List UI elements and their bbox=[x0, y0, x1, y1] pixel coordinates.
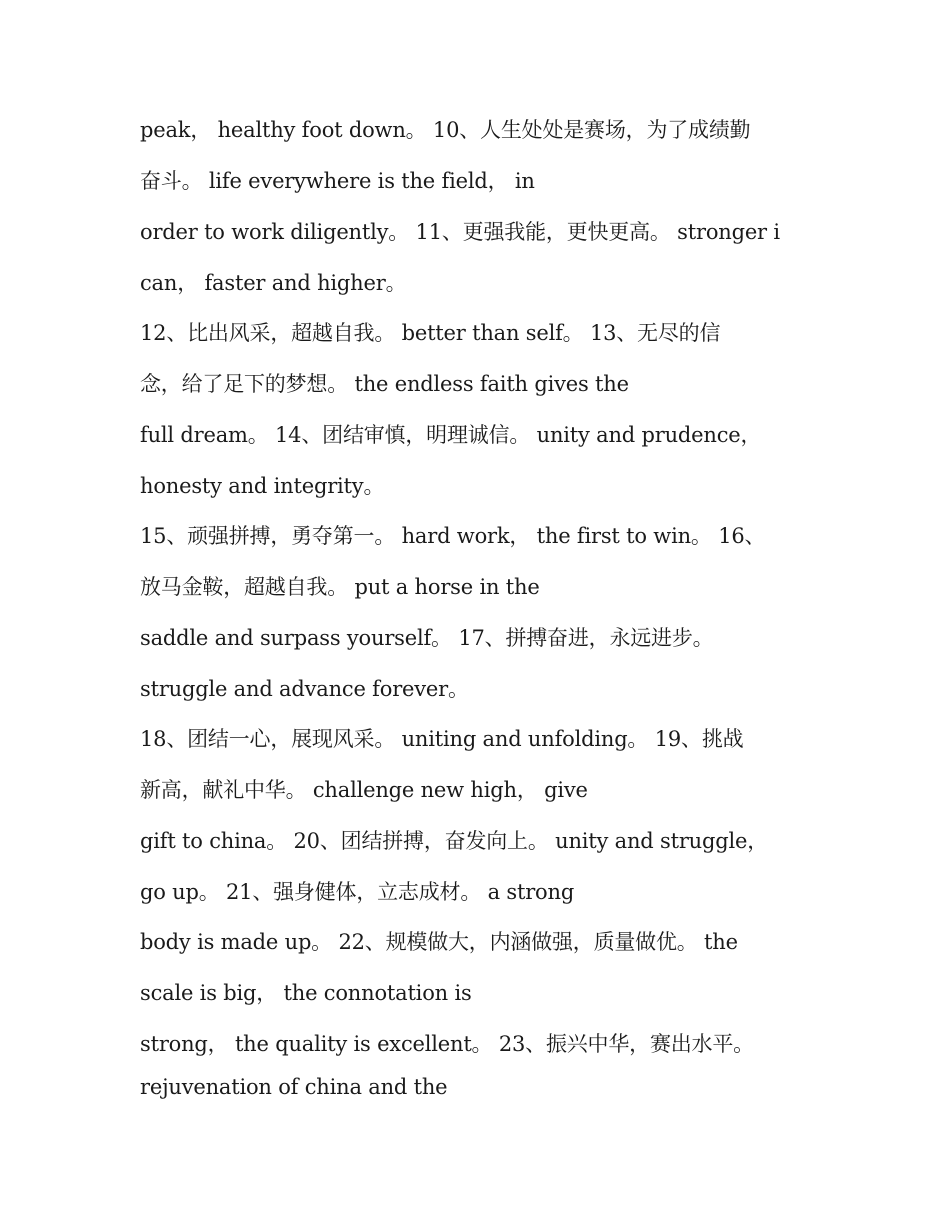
text-line: saddle and surpass yourself。 17、拼搏奋进，永远进步。 bbox=[140, 626, 714, 650]
text-line: 奋斗。 life everywhere is the field， in bbox=[140, 169, 535, 193]
text-line: 念，给了足下的梦想。 the endless faith gives the bbox=[140, 372, 629, 396]
text-line: gift to china。 20、团结拼搏，奋发向上。 unity and struggle， bbox=[140, 829, 769, 853]
text-line: full dream。 14、团结审慎，明理诚信。 unity and prudence， bbox=[140, 423, 762, 447]
text-line: body is made up。 22、规模做大，内涵做强，质量做优。 the bbox=[140, 930, 738, 954]
text-line: order to work diligently。 11、更强我能，更快更高。 stronger i bbox=[140, 220, 780, 244]
text-line: 15、顽强拼搏，勇夺第一。 hard work， the first to win。 16、 bbox=[140, 524, 766, 548]
text-line: 放马金鞍，超越自我。 put a horse in the bbox=[140, 575, 540, 599]
text-line: struggle and advance forever。 bbox=[140, 677, 469, 701]
text-line: scale is big， the connotation is bbox=[140, 981, 472, 1005]
text-line: rejuvenation of china and the bbox=[140, 1075, 448, 1099]
text-line: can， faster and higher。 bbox=[140, 271, 407, 295]
text-line: peak， healthy foot down。 10、人生处处是赛场，为了成绩勤 bbox=[140, 118, 751, 142]
text-line: go up。 21、强身健体，立志成材。 a strong bbox=[140, 880, 575, 904]
text-line: honesty and integrity。 bbox=[140, 474, 385, 498]
text-line: 新高，献礼中华。 challenge new high， give bbox=[140, 778, 588, 802]
text-line: strong， the quality is excellent。 23、振兴中华，赛出水平。 bbox=[140, 1032, 754, 1056]
text-line: 18、团结一心，展现风采。 uniting and unfolding。 19、挑战 bbox=[140, 727, 744, 751]
text-line: 12、比出风采，超越自我。 better than self。 13、无尽的信 bbox=[140, 321, 721, 345]
